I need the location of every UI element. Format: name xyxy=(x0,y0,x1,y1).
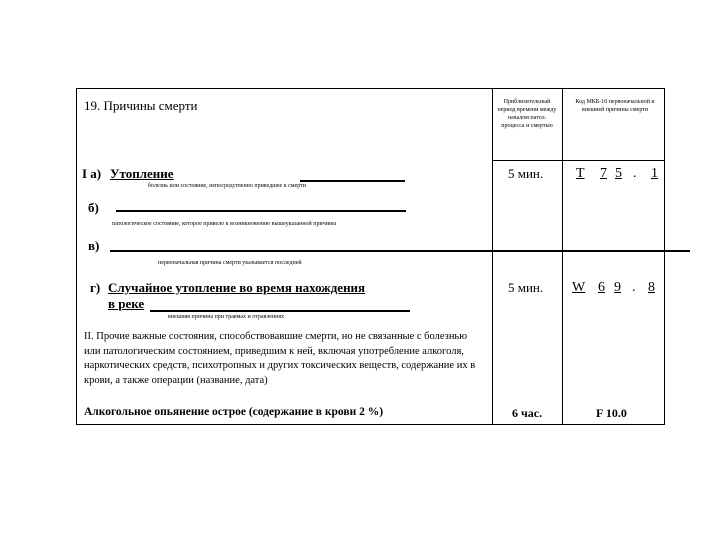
row-g-hint: внешняя причина при травмах и отравлениях xyxy=(168,314,285,320)
code-char: W xyxy=(572,280,586,295)
row-a-value[interactable]: Утопление xyxy=(110,166,174,181)
row-a-hint: болезнь или состояние, непосредственно приведшее к смерти xyxy=(148,183,306,189)
row-a-period: 5 мин. xyxy=(508,166,544,181)
code-char: 5 xyxy=(615,166,622,181)
row-v-input[interactable] xyxy=(110,250,690,252)
icd-code-header: Код МКБ-10 первоначальной и внешней причины смерти xyxy=(575,99,655,113)
code-char: 7 xyxy=(600,166,607,181)
underline xyxy=(300,180,405,182)
divider xyxy=(492,88,493,425)
section-title: 19. Причины смерти xyxy=(84,98,198,113)
row-b-label: б) xyxy=(88,200,99,215)
code-char: . xyxy=(633,166,637,181)
code-char: 1 xyxy=(651,166,658,181)
code-char: . xyxy=(632,280,636,295)
part2-period: 6 час. xyxy=(512,406,543,420)
divider xyxy=(562,88,563,425)
row-g-value-2[interactable]: в реке xyxy=(108,296,145,311)
period-header: Приблизительный период времени между началом патол. процесса и смертью xyxy=(497,99,557,129)
code-char: 8 xyxy=(648,280,655,295)
row-v-label: в) xyxy=(88,238,100,253)
underline xyxy=(150,310,410,312)
row-g-period: 5 мин. xyxy=(508,280,544,295)
row-g-label: г) xyxy=(90,280,101,295)
part2-value[interactable]: Алкогольное опьянение острое (содержание в крови 2 %) xyxy=(84,406,384,418)
row-a-label: I а) xyxy=(82,166,102,181)
code-char: 6 xyxy=(598,280,605,295)
divider xyxy=(492,160,665,161)
row-b-input[interactable] xyxy=(116,210,406,212)
part2-text: II. Прочие важные состояния, способствовавшие смерти, но не связанные с болезнью или патологическим состоянием, приведшим к ней, включая употребление алкоголя, наркотических средств, психотропных и других токсических веществ, содержание их в крови, а также операции (название, дата) xyxy=(84,331,476,386)
code-char: 9 xyxy=(614,280,621,295)
part2-code: F 10.0 xyxy=(596,406,627,420)
row-v-hint: первоначальная причина смерти указывается последней xyxy=(158,260,302,266)
row-b-hint: патологическое состояние, которое привело к возникновению вышеуказанной причины xyxy=(112,221,337,227)
code-char: Т xyxy=(576,166,585,181)
row-g-value-1[interactable]: Случайное утопление во время нахождения xyxy=(108,280,366,295)
